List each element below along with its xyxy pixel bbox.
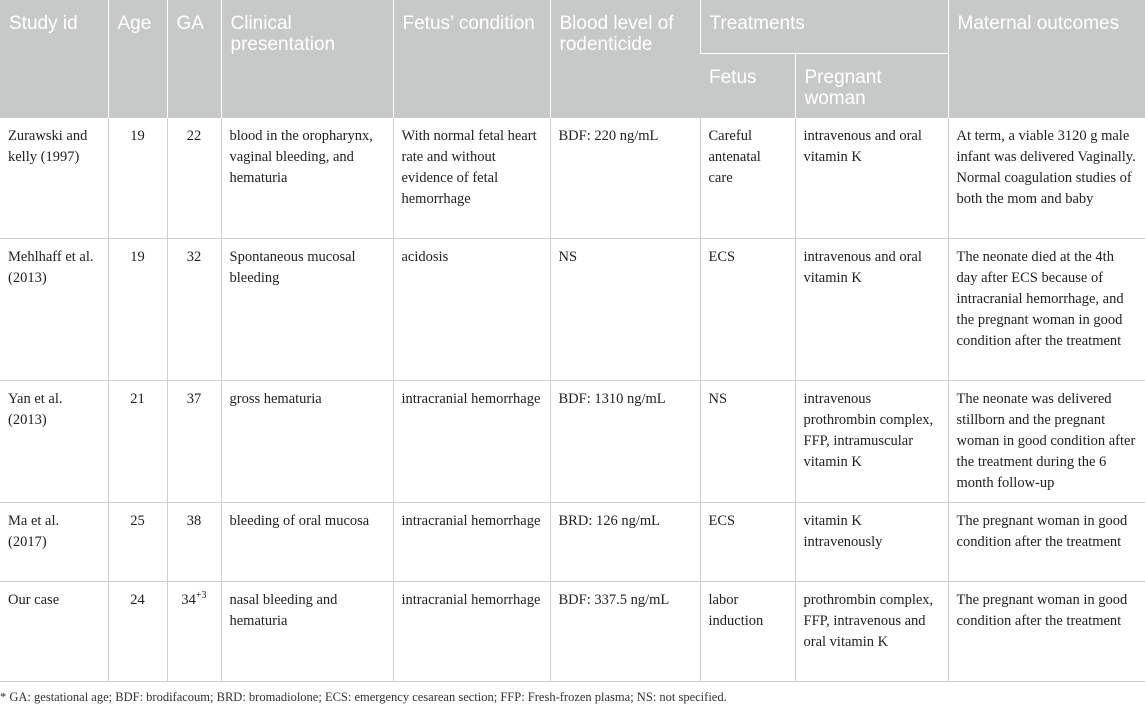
cell-study-id: Zurawski and kelly (1997) [0, 118, 108, 239]
cell-treatment-pregnant-woman: prothrombin complex, FFP, intravenous and oral vitamin K [795, 582, 948, 682]
cell-fetus-condition: With normal fetal heart rate and without evidence of fetal hemorrhage [393, 118, 550, 239]
cell-blood-level: NS [550, 239, 700, 381]
header-study-id: Study id [0, 0, 108, 118]
header-fetus-condition: Fetus’ condition [393, 0, 550, 118]
table-header [0, 0, 1145, 118]
cell-treatment-pregnant-woman: vitamin K intravenously [795, 503, 948, 582]
cell-treatment-pregnant-woman: intravenous and oral vitamin K [795, 118, 948, 239]
header-blood-level: Blood level of rodenticide [550, 0, 700, 118]
cell-study-id: Yan et al. (2013) [0, 381, 108, 503]
table-row [0, 118, 1145, 239]
cell-treatment-fetus: Careful antenatal care [700, 118, 795, 239]
cell-ga [167, 503, 221, 582]
cell-blood-level: BDF: 1310 ng/mL [550, 381, 700, 503]
cell-ga [167, 582, 221, 682]
ga-value: 38 [186, 513, 202, 529]
table-row [0, 582, 1145, 682]
ga-value: 32 [186, 249, 202, 265]
cell-age: 25 [108, 503, 167, 582]
cell-blood-level: BDF: 337.5 ng/mL [550, 582, 700, 682]
cell-age: 19 [108, 239, 167, 381]
table-footnote: * GA: gestational age; BDF: brodifacoum; BRD: bromadiolone; ECS: emergency cesarean section; FFP: Fresh-frozen plasma; NS: not specified. [0, 690, 727, 704]
cell-clinical-presentation: Spontaneous mucosal bleeding [221, 239, 393, 381]
header-treatments: Treatments [700, 0, 948, 53]
cell-blood-level: BRD: 126 ng/mL [550, 503, 700, 582]
cell-ga [167, 381, 221, 503]
cell-ga [167, 239, 221, 381]
cell-maternal-outcome: The pregnant woman in good condition after the treatment [948, 582, 1145, 682]
cell-study-id: Our case [0, 582, 108, 682]
cell-maternal-outcome: At term, a viable 3120 g male infant was delivered Vaginally. Normal coagulation studies of both the mom and baby [948, 118, 1145, 239]
cell-treatment-pregnant-woman: intravenous and oral vitamin K [795, 239, 948, 381]
header-ga: GA [167, 0, 221, 118]
cell-fetus-condition: intracranial hemorrhage [393, 582, 550, 682]
cell-fetus-condition: intracranial hemorrhage [393, 503, 550, 582]
table-body [0, 118, 1145, 682]
cell-maternal-outcome: The pregnant woman in good condition after the treatment [948, 503, 1145, 582]
cell-treatment-pregnant-woman: intravenous prothrombin complex, FFP, intramuscular vitamin K [795, 381, 948, 503]
cell-fetus-condition: intracranial hemorrhage [393, 381, 550, 503]
cell-study-id: Mehlhaff et al. (2013) [0, 239, 108, 381]
cell-age: 21 [108, 381, 167, 503]
cell-clinical-presentation: nasal bleeding and hematuria [221, 582, 393, 682]
cell-maternal-outcome: The neonate died at the 4th day after ECS because of intracranial hemorrhage, and the pregnant woman in good condition after the treatment [948, 239, 1145, 381]
cell-age: 19 [108, 118, 167, 239]
ga-value: 22 [186, 128, 202, 144]
cell-fetus-condition: acidosis [393, 239, 550, 381]
header-clinical-presentation: Clinical presentation [221, 0, 393, 118]
table-row [0, 381, 1145, 503]
header-treatment-pregnant-woman: Pregnant woman [795, 53, 948, 118]
header-maternal-outcomes: Maternal outcomes [948, 0, 1145, 118]
header-treatment-fetus: Fetus [700, 53, 795, 118]
table-row [0, 503, 1145, 582]
ga-days: +3 [195, 590, 207, 602]
ga-value: 34 [181, 592, 196, 608]
cell-treatment-fetus: labor induction [700, 582, 795, 682]
cell-treatment-fetus: ECS [700, 239, 795, 381]
cell-clinical-presentation: bleeding of oral mucosa [221, 503, 393, 582]
cell-treatment-fetus: ECS [700, 503, 795, 582]
ga-value: 37 [186, 391, 202, 407]
cell-age: 24 [108, 582, 167, 682]
header-age: Age [108, 0, 167, 118]
cell-study-id: Ma et al. (2017) [0, 503, 108, 582]
cell-treatment-fetus: NS [700, 381, 795, 503]
cell-clinical-presentation: gross hematuria [221, 381, 393, 503]
cell-maternal-outcome: The neonate was delivered stillborn and the pregnant woman in good condition after the treatment during the 6 month follow-up [948, 381, 1145, 503]
table-row [0, 239, 1145, 381]
cell-ga [167, 118, 221, 239]
cell-blood-level: BDF: 220 ng/mL [550, 118, 700, 239]
cell-clinical-presentation: blood in the oropharynx, vaginal bleeding, and hematuria [221, 118, 393, 239]
